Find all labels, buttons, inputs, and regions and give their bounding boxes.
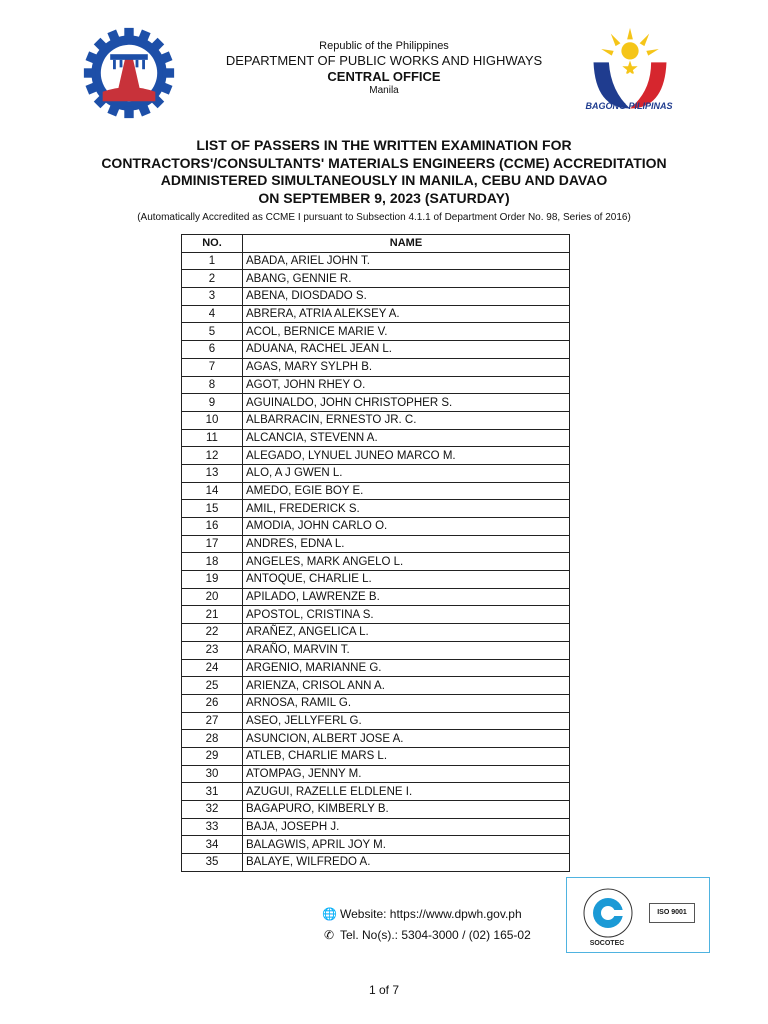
office-location: Manila [369,85,399,96]
row-number: 14 [182,482,243,500]
row-number: 13 [182,464,243,482]
row-number: 34 [182,836,243,854]
table-row [182,464,570,482]
table-row [182,747,570,765]
table-row [182,447,570,465]
page-number: 1 of 7 [368,983,400,997]
passers-table [181,234,570,872]
globe-icon: 🌐 [322,907,337,921]
table-row [182,624,570,642]
passer-name: AGOT, JOHN RHEY O. [243,376,570,394]
row-number: 15 [182,500,243,518]
table-row [182,252,570,270]
table-row [182,288,570,306]
table-row [182,518,570,536]
iso-9001-badge: ISO 9001 [649,903,695,923]
row-number: 26 [182,694,243,712]
passer-name: BAJA, JOSEPH J. [243,818,570,836]
row-number: 22 [182,624,243,642]
table-row [182,482,570,500]
row-number: 20 [182,588,243,606]
table-row [182,270,570,288]
table-row [182,659,570,677]
socotec-emblem-icon [577,884,639,942]
passer-name: ATOMPAG, JENNY M. [243,765,570,783]
passer-name: ASEO, JELLYFERL G. [243,712,570,730]
passer-name: ANTOQUE, CHARLIE L. [243,571,570,589]
row-number: 1 [182,252,243,270]
row-number: 12 [182,447,243,465]
row-number: 35 [182,854,243,872]
title-line-3: ADMINISTERED SIMULTANEOUSLY IN MANILA, CEBU AND DAVAO [160,172,608,188]
column-header-no: NO. [182,235,243,253]
table-row [182,358,570,376]
row-number: 21 [182,606,243,624]
passer-name: ARNOSA, RAMIL G. [243,694,570,712]
passer-name: ANDRES, EDNA L. [243,535,570,553]
table-row [182,429,570,447]
passer-name: ARIENZA, CRISOL ANN A. [243,677,570,695]
column-header-name: NAME [243,235,570,253]
row-number: 32 [182,801,243,819]
table-row [182,836,570,854]
passer-name: ASUNCION, ALBERT JOSE A. [243,730,570,748]
table-row [182,553,570,571]
passer-name: AGUINALDO, JOHN CHRISTOPHER S. [243,394,570,412]
website-line [322,907,522,921]
passer-name: ARAÑEZ, ANGELICA L. [243,624,570,642]
socotec-name: SOCOTEC [589,940,625,947]
row-number: 9 [182,394,243,412]
passer-name: ALCANCIA, STEVENN A. [243,429,570,447]
table-body [182,252,570,871]
row-number: 2 [182,270,243,288]
row-number: 4 [182,305,243,323]
passer-name: ARAÑO, MARVIN T. [243,641,570,659]
row-number: 27 [182,712,243,730]
row-number: 3 [182,288,243,306]
telephone-line [322,928,531,942]
row-number: 30 [182,765,243,783]
row-number: 17 [182,535,243,553]
passer-name: AZUGUI, RAZELLE ELDLENE I. [243,783,570,801]
row-number: 25 [182,677,243,695]
table-row [182,394,570,412]
passer-name: ABANG, GENNIE R. [243,270,570,288]
title-line-4: ON SEPTEMBER 9, 2023 (SATURDAY) [258,189,510,206]
table-row [182,376,570,394]
row-number: 10 [182,411,243,429]
row-number: 33 [182,818,243,836]
passer-name: AMIL, FREDERICK S. [243,500,570,518]
passer-name: AMEDO, EGIE BOY E. [243,482,570,500]
row-number: 8 [182,376,243,394]
row-number: 24 [182,659,243,677]
passer-name: AMODIA, JOHN CARLO O. [243,518,570,536]
table-row [182,641,570,659]
bagong-pilipinas-text: BAGONG PILIPINAS [585,101,673,111]
telephone-text: Tel. No(s).: 5304-3000 / (02) 165-02 [340,928,531,942]
row-number: 16 [182,518,243,536]
row-number: 28 [182,730,243,748]
table-row [182,341,570,359]
table-row [182,571,570,589]
table-row [182,818,570,836]
passer-name: APOSTOL, CRISTINA S. [243,606,570,624]
department-name: DEPARTMENT OF PUBLIC WORKS AND HIGHWAYS [225,53,543,68]
row-number: 29 [182,747,243,765]
table-row [182,854,570,872]
table-row [182,801,570,819]
table-row [182,323,570,341]
table-row [182,535,570,553]
row-number: 5 [182,323,243,341]
table-row [182,712,570,730]
passer-name: ADUANA, RACHEL JEAN L. [243,341,570,359]
passer-name: ALO, A J GWEN L. [243,464,570,482]
table-row [182,606,570,624]
passer-name: ARGENIO, MARIANNE G. [243,659,570,677]
passer-name: ALEGADO, LYNUEL JUNEO MARCO M. [243,447,570,465]
row-number: 11 [182,429,243,447]
table-header-row [182,235,570,253]
table-row [182,500,570,518]
passer-name: ABENA, DIOSDADO S. [243,288,570,306]
passer-name: BALAYE, WILFREDO A. [243,854,570,872]
website-text: Website: https://www.dpwh.gov.ph [340,907,522,921]
row-number: 6 [182,341,243,359]
table-row [182,588,570,606]
passer-name: ANGELES, MARK ANGELO L. [243,553,570,571]
passer-name: AGAS, MARY SYLPH B. [243,358,570,376]
row-number: 19 [182,571,243,589]
table-row [182,305,570,323]
table-row [182,677,570,695]
row-number: 31 [182,783,243,801]
title-line-1: LIST OF PASSERS IN THE WRITTEN EXAMINATION FOR [196,137,572,153]
passer-name: ACOL, BERNICE MARIE V. [243,323,570,341]
document-title [0,137,768,207]
accreditation-note: (Automatically Accredited as CCME I pursuant to Subsection 4.1.1 of Department Order No. 98, Series of 2016) [137,212,631,223]
table-row [182,730,570,748]
row-number: 23 [182,641,243,659]
table-row [182,765,570,783]
passer-name: ABRERA, ATRIA ALEKSEY A. [243,305,570,323]
title-line-2: CONTRACTORS'/CONSULTANTS' MATERIALS ENGINEERS (CCME) ACCREDITATION [101,154,667,171]
passer-name: ALBARRACIN, ERNESTO JR. C. [243,411,570,429]
passer-name: BALAGWIS, APRIL JOY M. [243,836,570,854]
row-number: 7 [182,358,243,376]
passer-name: ATLEB, CHARLIE MARS L. [243,747,570,765]
socotec-certification-logo [566,877,710,953]
row-number: 18 [182,553,243,571]
passer-name: APILADO, LAWRENZE B. [243,588,570,606]
table-row [182,411,570,429]
office-name: CENTRAL OFFICE [327,69,441,84]
passer-name: ABADA, ARIEL JOHN T. [243,252,570,270]
table-row [182,783,570,801]
republic-line: Republic of the Philippines [319,40,449,52]
table-row [182,694,570,712]
passer-name: BAGAPURO, KIMBERLY B. [243,801,570,819]
phone-icon: ✆ [323,928,335,942]
